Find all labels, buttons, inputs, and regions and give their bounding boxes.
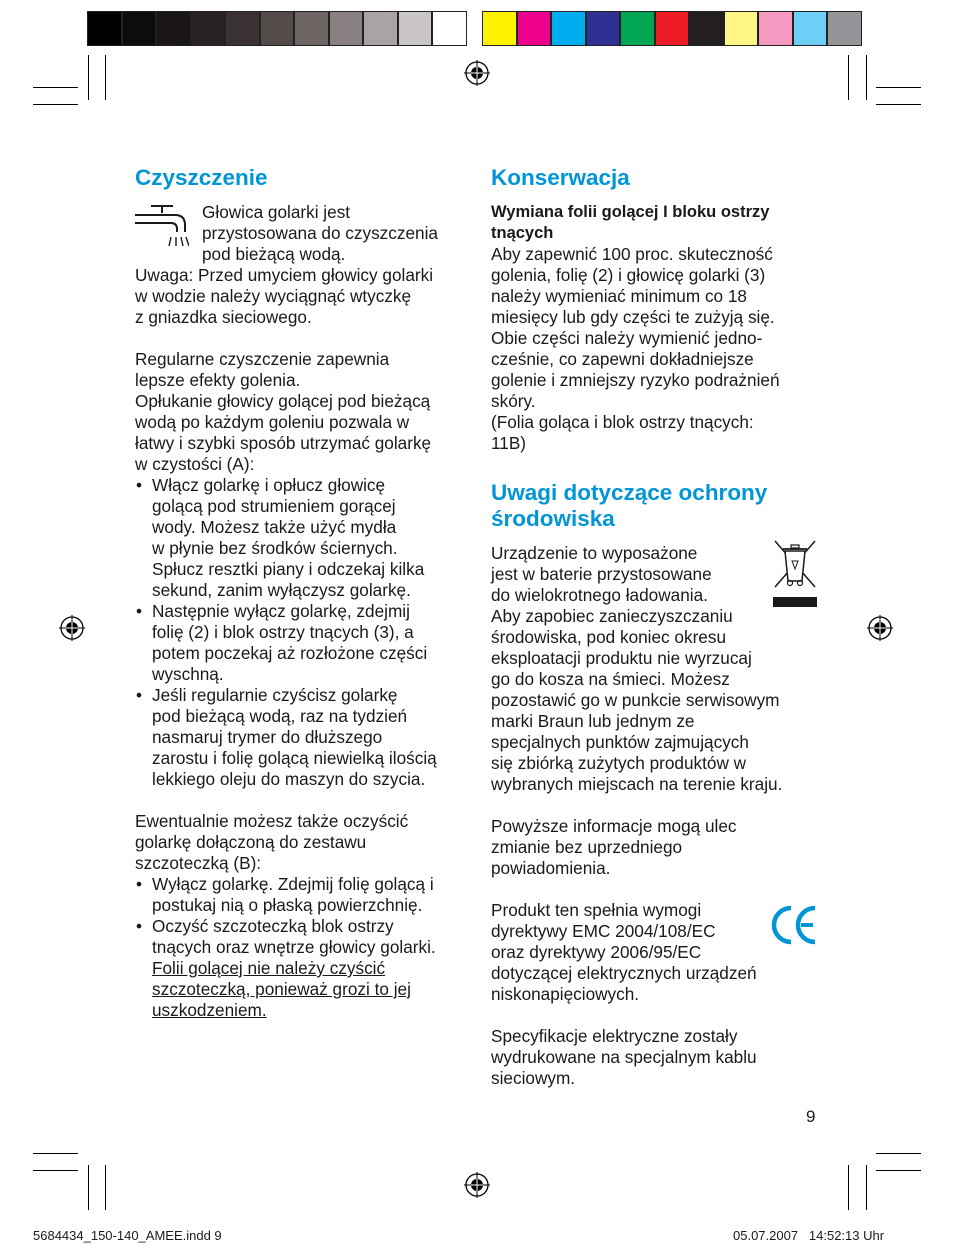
text-line: dyrektywy EMC 2004/108/EC <box>491 921 716 941</box>
text-line: z gniazdka sieciowego. <box>135 307 312 327</box>
crop-mark <box>88 1165 89 1210</box>
crop-mark <box>33 1170 78 1171</box>
text-line: golącą pod strumieniem gorącej <box>152 496 396 516</box>
text-line: specjalnych punktów zajmujących <box>491 732 749 752</box>
water-tap-icon <box>135 204 189 250</box>
text-line: należy wymieniać minimum co 18 <box>491 286 747 306</box>
crop-mark <box>866 1165 867 1210</box>
color-swatch <box>758 11 793 46</box>
text-line: jest w baterie przystosowane <box>491 564 712 584</box>
text-line: wydrukowane na specjalnym kablu <box>491 1047 757 1067</box>
warning-text: szczoteczką, ponieważ grozi to jej <box>152 979 411 999</box>
color-swatch <box>827 11 862 46</box>
ce-mark-icon <box>769 904 821 946</box>
text-line: pozostawić go w punkcie serwisowym <box>491 690 780 710</box>
text-line: pod bieżącą wodą, raz na tydzień <box>152 706 408 726</box>
color-swatch <box>689 11 724 46</box>
right-column <box>491 165 823 1089</box>
gray-color-bar <box>87 11 467 46</box>
footer-filename: 5684434_150-140_AMEE.indd 9 <box>33 1228 222 1243</box>
crop-mark <box>876 104 921 105</box>
crossed-bin-icon <box>771 537 819 609</box>
text-line: wybranych miejscach na terenie kraju. <box>491 774 783 794</box>
list-item <box>135 601 465 685</box>
text-line: marki Braun lub jednym ze <box>491 711 695 731</box>
text-line: sekund, zanim wyłączysz golarkę. <box>152 580 411 600</box>
section-heading-environment: Uwagi dotyczące ochrony <box>491 480 768 505</box>
text-line: w wodzie należy wyciągnąć wtyczkę <box>135 286 412 306</box>
crop-mark <box>88 55 89 100</box>
text-line: go do kosza na śmieci. Możesz <box>491 669 730 689</box>
text-line: Obie części należy wymienić jedno- <box>491 328 763 348</box>
color-swatch <box>363 11 398 46</box>
text-line: w płynie bez środków ściernych. <box>152 538 398 558</box>
crop-mark <box>105 55 106 100</box>
text-line: cześnie, co zapewni dokładniejsze <box>491 349 754 369</box>
crop-mark <box>33 1153 78 1154</box>
bullet-list <box>135 475 465 790</box>
text-line: powiadomienia. <box>491 858 611 878</box>
environment-block <box>491 543 823 795</box>
bullet-list <box>135 874 465 1021</box>
text-line: Ewentualnie możesz także oczyścić <box>135 811 409 831</box>
color-swatch <box>482 11 517 46</box>
text-line: sieciowym. <box>491 1068 576 1088</box>
crop-mark <box>876 1170 921 1171</box>
text-line: lekkiego oleju do maszyn do szycia. <box>152 769 426 789</box>
color-swatch <box>655 11 690 46</box>
text-line: Uwaga: Przed umyciem głowicy golarki <box>135 265 434 285</box>
color-swatch <box>724 11 759 46</box>
crop-mark <box>33 87 78 88</box>
list-item <box>135 685 465 790</box>
section-heading-maintenance: Konserwacja <box>491 165 630 190</box>
crop-mark <box>105 1165 106 1210</box>
crop-mark <box>876 1153 921 1154</box>
text-line: golarkę dołączoną do zestawu <box>135 832 367 852</box>
text-line: Aby zapobiec zanieczyszczaniu <box>491 606 733 626</box>
text-line: Spłucz resztki piany i odczekaj kilka <box>152 559 425 579</box>
text-line: • Jeśli regularnie czyścisz golarkę <box>152 685 398 705</box>
ce-block <box>491 900 823 1005</box>
text-line: Powyższe informacje mogą ulec <box>491 816 737 836</box>
color-swatch <box>329 11 364 46</box>
text-line: Urządzenie to wyposażone <box>491 543 698 563</box>
tap-note <box>135 202 465 265</box>
text-line: dotyczącej elektrycznych urządzeń <box>491 963 757 983</box>
color-swatch <box>586 11 621 46</box>
text-line: tnących oraz wnętrze głowicy golarki. <box>152 937 436 957</box>
process-color-bar <box>482 11 862 46</box>
subheading: Wymiana folii golącej I bloku ostrzy <box>491 203 770 221</box>
text-line: wodą po każdym goleniu pozwala w <box>135 412 410 432</box>
list-item <box>135 916 465 1021</box>
text-line: Produkt ten spełnia wymogi <box>491 900 702 920</box>
text-line: pod bieżącą wodą. <box>202 244 346 264</box>
text-line: przystosowana do czyszczenia <box>202 223 438 243</box>
color-swatch <box>260 11 295 46</box>
color-swatch <box>551 11 586 46</box>
color-swatch <box>191 11 226 46</box>
text-line: miesięcy lub gdy części te zużyją się. <box>491 307 775 327</box>
crop-mark <box>848 55 849 100</box>
text-line: • Następnie wyłącz golarkę, zdejmij <box>152 601 410 621</box>
page-number: 9 <box>806 1107 816 1126</box>
text-line: się zbiórką zużytych produktów w <box>491 753 747 773</box>
text-line: folię (2) i blok ostrzy tnących (3), a <box>152 622 414 642</box>
color-swatch <box>398 11 433 46</box>
text-line: w czystości (A): <box>135 454 255 474</box>
text-line: skóry. <box>491 391 536 411</box>
warning-text: uszkodzeniem. <box>152 1000 267 1020</box>
text-line: do wielokrotnego ładowania. <box>491 585 708 605</box>
left-column <box>135 165 465 1021</box>
text-line: • Oczyść szczoteczką blok ostrzy <box>152 916 394 936</box>
text-line: zmianie bez uprzedniego <box>491 837 683 857</box>
text-line: postukaj nią o płaską powierzchnię. <box>152 895 423 915</box>
text-line: Regularne czyszczenie zapewnia <box>135 349 390 369</box>
text-line: golenia, folię (2) i głowicę golarki (3) <box>491 265 766 285</box>
text-line: • Włącz golarkę i opłucz głowicę <box>152 475 386 495</box>
text-line: eksploatacji produktu nie wyrzucaj <box>491 648 752 668</box>
text-line: (Folia goląca i blok ostrzy tnących: <box>491 412 754 432</box>
text-line: lepsze efekty golenia. <box>135 370 301 390</box>
text-line: 11B) <box>491 433 527 453</box>
registration-mark-icon <box>464 1172 490 1198</box>
text-line: oraz dyrektywy 2006/95/EC <box>491 942 702 962</box>
text-line: potem poczekaj aż rozłożone części <box>152 643 428 663</box>
crop-mark <box>866 55 867 100</box>
color-swatch <box>517 11 552 46</box>
list-item <box>135 475 465 601</box>
section-heading-cleaning: Czyszczenie <box>135 165 268 190</box>
text-line: niskonapięciowych. <box>491 984 640 1004</box>
text-line: • Wyłącz golarkę. Zdejmij folię golącą i <box>152 874 434 894</box>
crop-mark <box>848 1165 849 1210</box>
color-swatch <box>225 11 260 46</box>
section-heading-environment: środowiska <box>491 506 615 531</box>
crop-mark <box>33 104 78 105</box>
text-line: nasmaruj trymer do dłuższego <box>152 727 383 747</box>
crop-mark <box>876 87 921 88</box>
text-line: Aby zapewnić 100 proc. skuteczność <box>491 244 773 264</box>
text-line: szczoteczką (B): <box>135 853 262 873</box>
text-line: wyschną. <box>152 664 224 684</box>
color-swatch <box>793 11 828 46</box>
registration-mark-icon <box>464 60 490 86</box>
text-line: wody. Możesz także użyć mydła <box>152 517 397 537</box>
subheading: tnących <box>491 224 554 242</box>
footer-timestamp: 05.07.2007 14:52:13 Uhr <box>733 1228 885 1243</box>
color-swatch <box>156 11 191 46</box>
text-line: golenie i zmniejszy ryzyko podrażnień <box>491 370 780 390</box>
list-item <box>135 874 465 916</box>
text-line: środowiska, pod koniec okresu <box>491 627 727 647</box>
text-line: Opłukanie głowicy golącej pod bieżącą <box>135 391 431 411</box>
registration-mark-icon <box>867 615 893 641</box>
text-line: Głowica golarki jest <box>202 202 351 222</box>
color-swatch <box>620 11 655 46</box>
color-swatch <box>87 11 122 46</box>
text-line: Specyfikacje elektryczne zostały <box>491 1026 738 1046</box>
text-line: zarostu i folię golącą niewielką ilością <box>152 748 437 768</box>
warning-text: Folii golącej nie należy czyścić <box>152 958 386 978</box>
color-swatch <box>122 11 157 46</box>
registration-mark-icon <box>59 615 85 641</box>
color-swatch <box>294 11 329 46</box>
text-line: łatwy i szybki sposób utrzymać golarkę <box>135 433 432 453</box>
color-swatch <box>432 11 467 46</box>
